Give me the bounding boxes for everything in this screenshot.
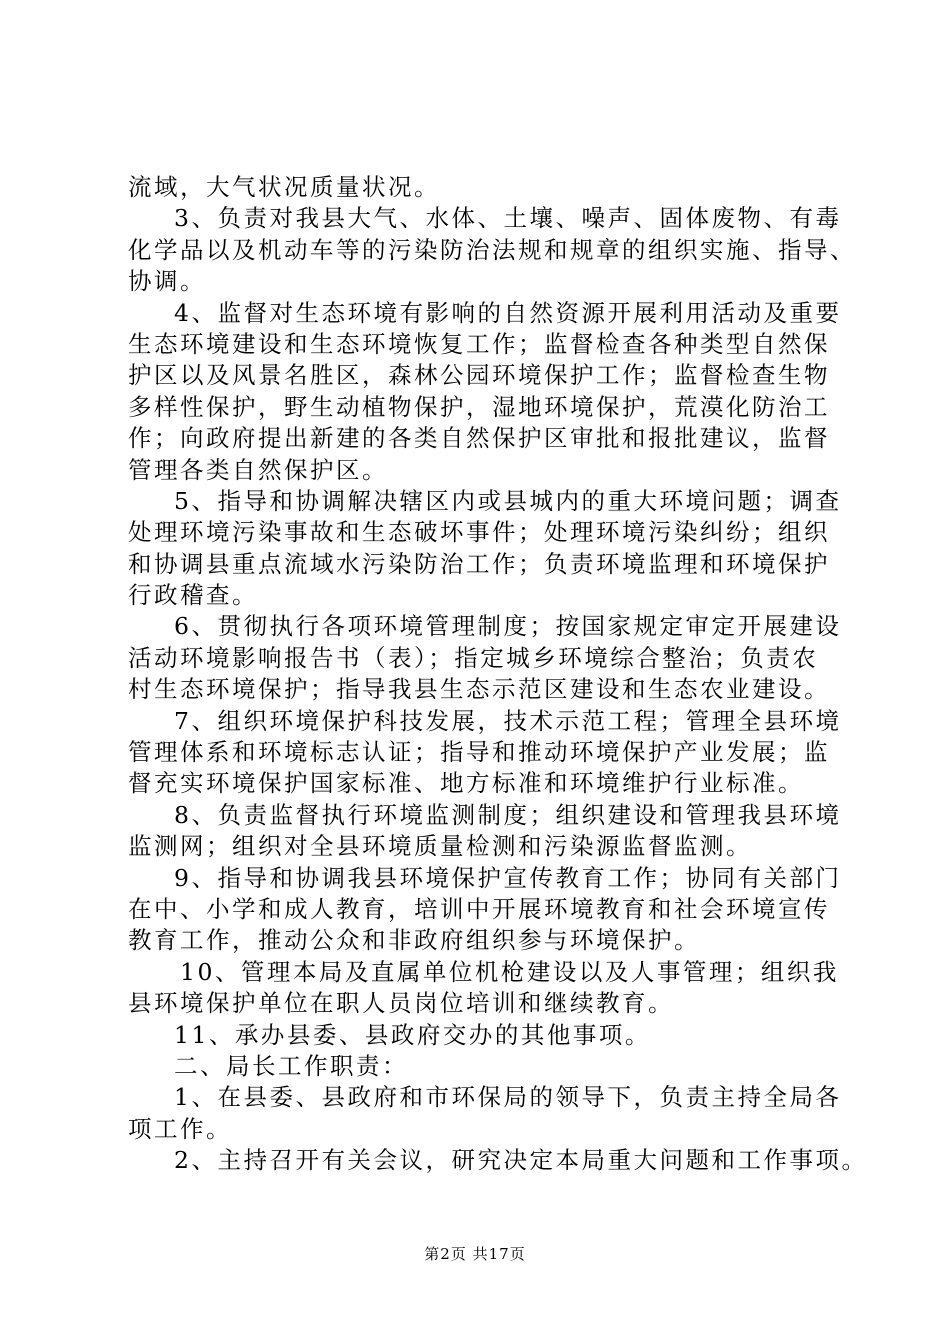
text-line: 流域，大气状况质量状况。 — [128, 173, 440, 201]
text-line: 教育工作，推动公众和非政府组织参与环境保护。 — [128, 926, 700, 955]
text-line: 处理环境污染事故和生态破坏事件；处理环境污染纠纷；组织 — [128, 518, 830, 547]
text-line: 村生态环境保护；指导我县生态示范区建设和生态农业建设。 — [128, 675, 830, 704]
text-line: 督充实环境保护国家标准、地方标准和环境维护行业标准。 — [128, 769, 804, 798]
duty-item-1: 1、在县委、县政府和市环保局的领导下，负责主持全局各 — [174, 1083, 842, 1112]
paragraph-item-9: 9、指导和协调我县环境保护宣传教育工作；协同有关部门 — [174, 863, 842, 892]
text-line: 生态环境建设和生态环境恢复工作；监督检查各种类型自然保 — [128, 329, 830, 358]
paragraph-item-5: 5、指导和协调解决辖区内或县城内的重大环境问题；调查 — [174, 486, 842, 515]
paragraph-item-3: 3、负责对我县大气、水体、土壤、噪声、固体废物、有毒 — [174, 204, 842, 233]
document-body — [128, 172, 868, 1177]
text-line: 县环境保护单位在职人员岗位培训和继续教育。 — [128, 989, 674, 1018]
text-line: 作；向政府提出新建的各类自然保护区审批和报批建议，监督 — [128, 424, 830, 453]
text-line: 项工作。 — [128, 1114, 232, 1143]
text-line: 监测网；组织对全县环境质量检测和污染源监督监测。 — [128, 832, 752, 861]
text-line: 协调。 — [128, 267, 206, 296]
paragraph-item-11: 11、承办县委、县政府交办的其他事项。 — [174, 1020, 651, 1049]
paragraph-item-7: 7、组织环境保护科技发展，技术示范工程；管理全县环境 — [174, 706, 842, 735]
paragraph-item-6: 6、贯彻执行各项环境管理制度；按国家规定审定开展建设 — [174, 612, 842, 641]
text-line: 化学品以及机动车等的污染防治法规和规章的组织实施、指导、 — [128, 235, 856, 264]
text-line: 管理体系和环境标志认证；指导和推动环境保护产业发展；监 — [128, 738, 830, 767]
text-line: 和协调县重点流域水污染防治工作；负责环境监理和环境保护 — [128, 549, 830, 578]
duty-item-2: 2、主持召开有关会议，研究决定本局重大问题和工作事项。 — [174, 1146, 868, 1175]
paragraph-item-8: 8、负责监督执行环境监测制度；组织建设和管理我县环境 — [174, 800, 842, 829]
text-line: 活动环境影响报告书（表）；指定城乡环境综合整治；负责农 — [128, 643, 819, 672]
text-line: 多样性保护，野生动植物保护，湿地环境保护，荒漠化防治工 — [128, 392, 830, 421]
text-line: 管理各类自然保护区。 — [128, 455, 388, 484]
paragraph-item-4: 4、监督对生态环境有影响的自然资源开展利用活动及重要 — [174, 298, 842, 327]
text-line: 在中、小学和成人教育，培训中开展环境教育和社会环境宣传 — [128, 894, 830, 923]
page-number: 第2页 共17页 — [424, 1245, 526, 1263]
paragraph-item-10: 10、管理本局及直属单位机枪建设以及人事管理；组织我 — [180, 957, 839, 986]
text-line: 护区以及风景名胜区，森林公园环境保护工作；监督检查生物 — [128, 361, 830, 390]
text-line: 行政稽查。 — [128, 581, 258, 610]
section-heading: 二、局长工作职责： — [174, 1051, 408, 1080]
